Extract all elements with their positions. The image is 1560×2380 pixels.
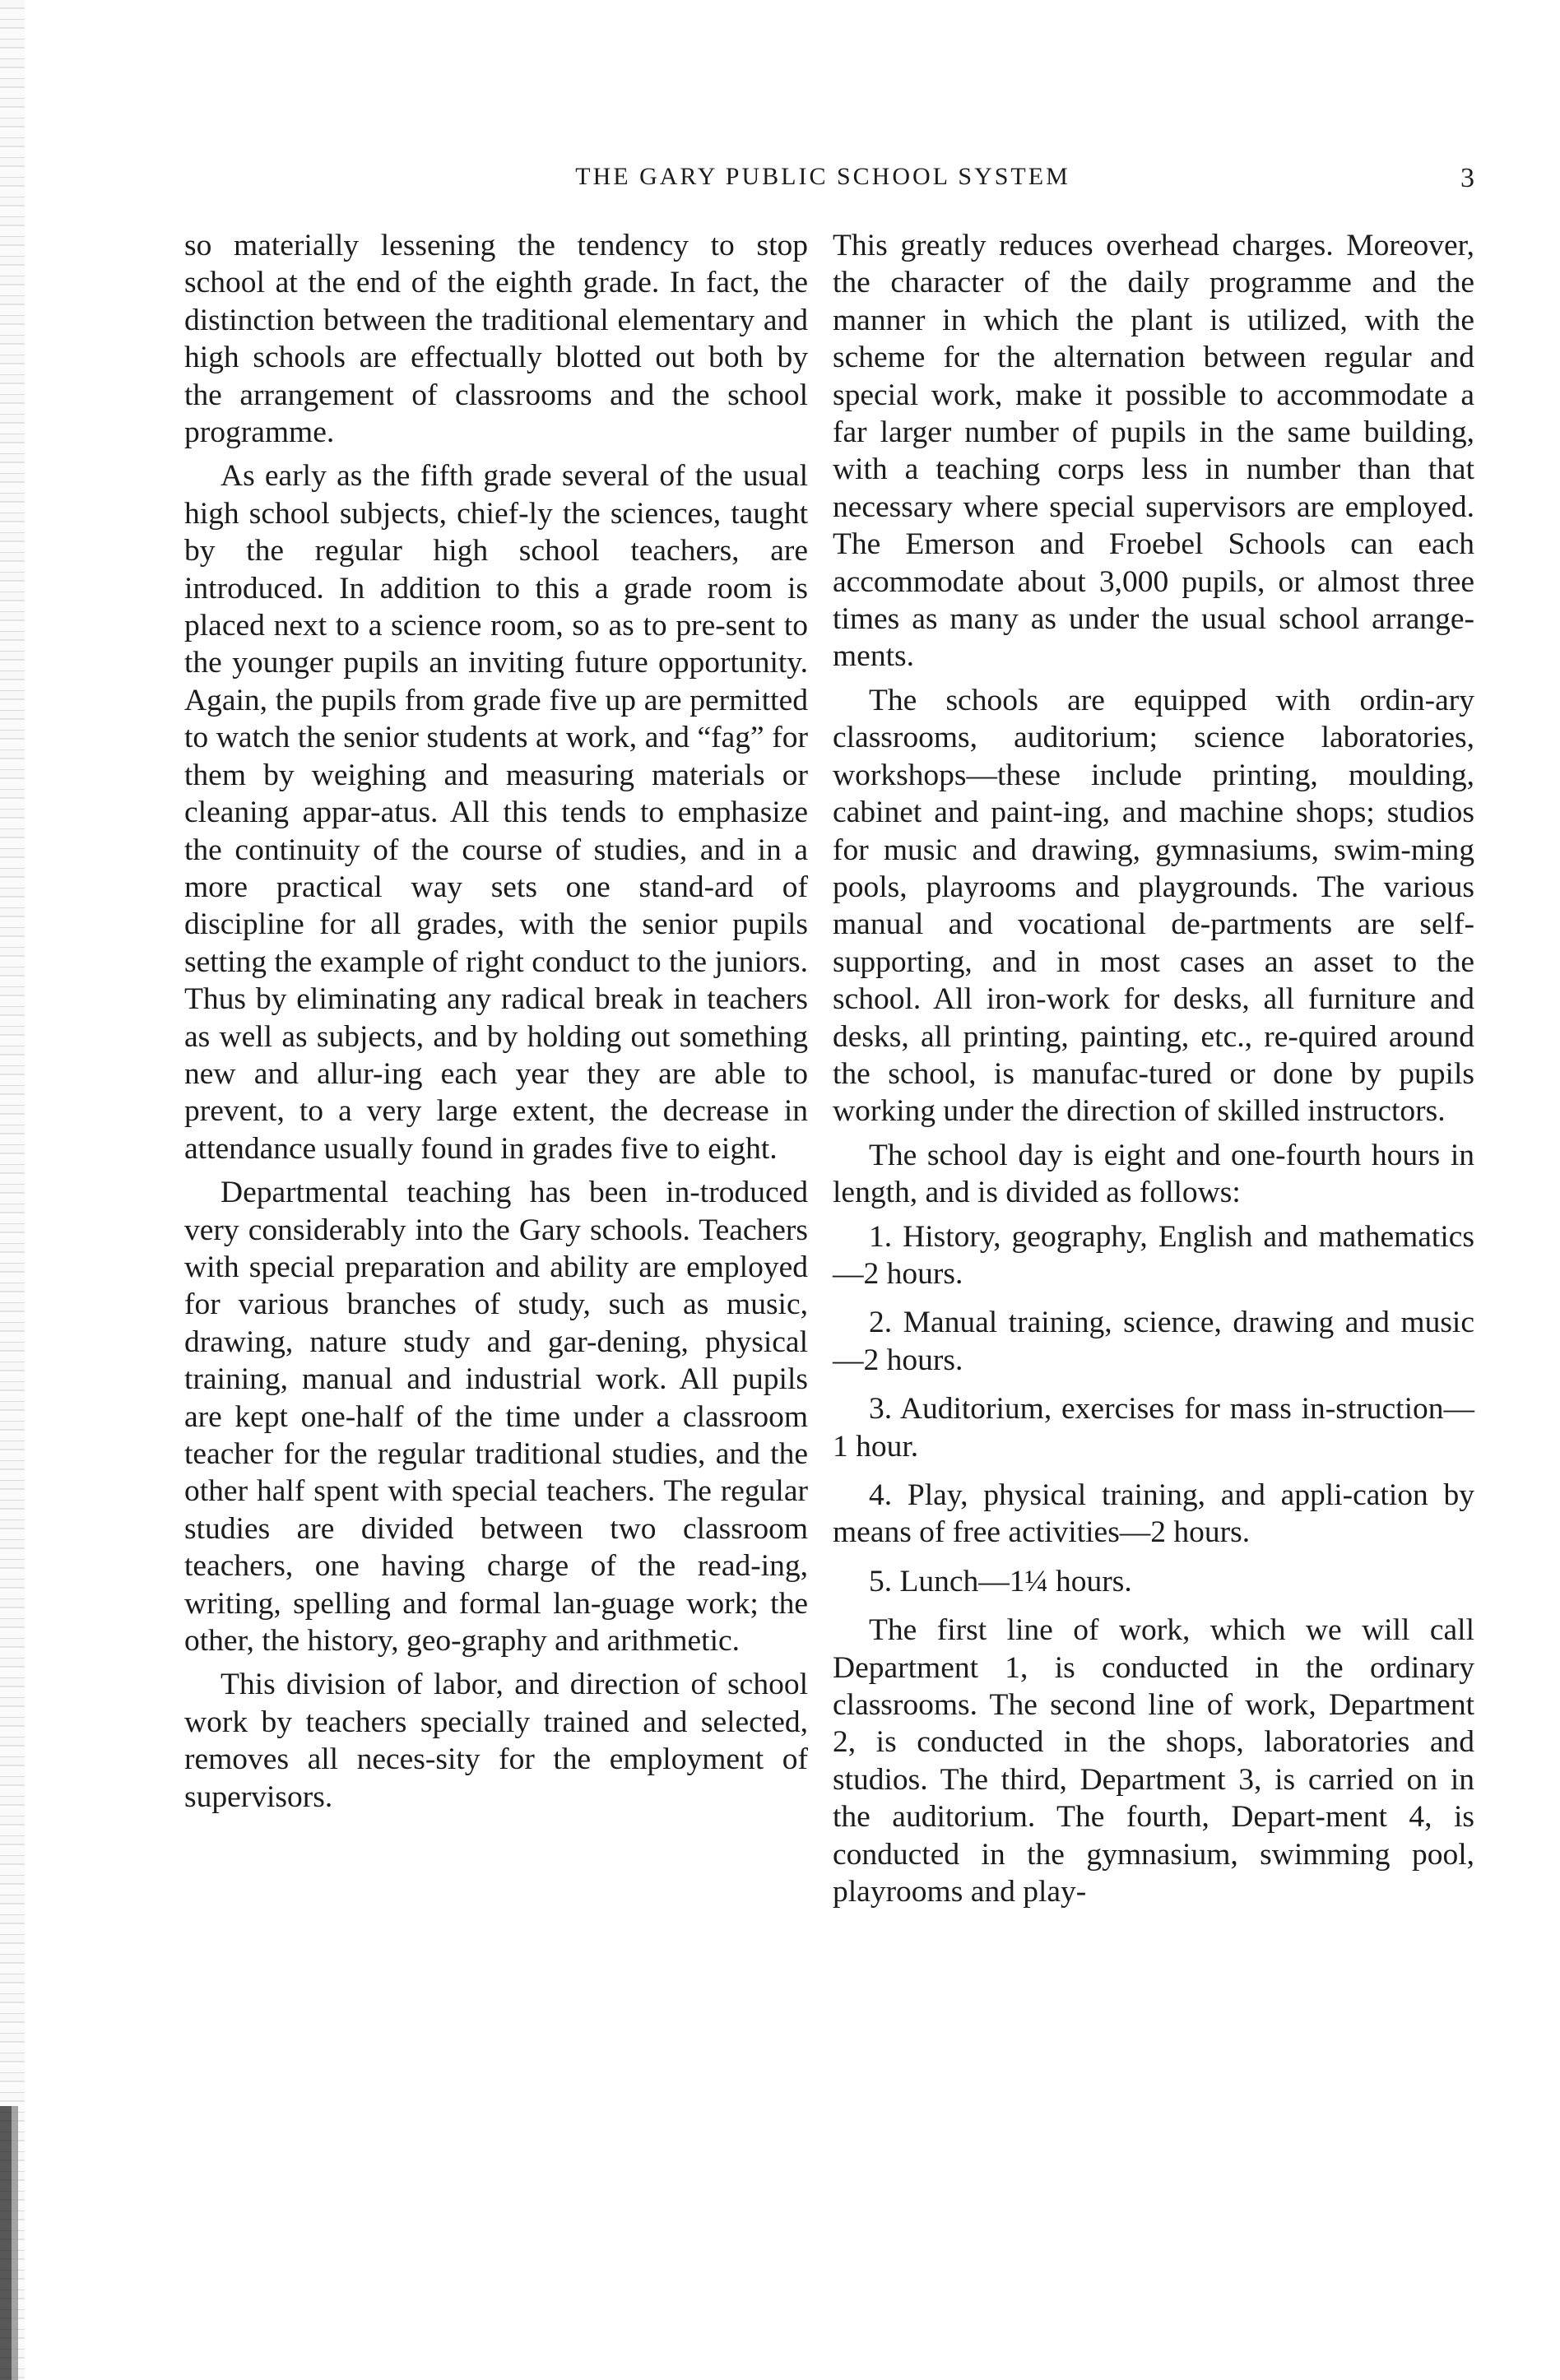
left-column	[184, 227, 808, 1822]
paragraph: The schools are equipped with ordin-ary classrooms, auditorium; science laboratories, workshops—these include printing, moulding, cabinet and paint-ing, and machine shops; studios for music and drawing, gymnasiums, swim-ming pools, playrooms and playgrounds. The various manual and vocational de-partments are self-supporting, and in most cases an asset to the school. All iron-work for desks, all furniture and desks, all printing, painting, etc., re-quired around the school, is manufac-tured or done by pupils working under the direction of skilled instructors.	[833, 683, 1474, 1129]
schedule-item: 3. Auditorium, exercises for mass in-struction—1 hour.	[833, 1392, 1474, 1464]
paragraph: The school day is eight and one-fourth hours in length, and is divided as follows:	[833, 1138, 1474, 1210]
schedule-list	[833, 1218, 1474, 1601]
scan-shadow	[0, 2106, 35, 2380]
running-head: THE GARY PUBLIC SCHOOL SYSTEM	[575, 163, 1070, 190]
paragraph: As early as the fifth grade several of the usual high school subjects, chief-ly the sciences, taught by the regular high school teachers, are introduced. In addition to this a grade room is placed next to a science room, so as to pre-sent to the younger pupils an inviting future opportunity. Again, the pupils from grade five up are permitted to watch the senior students at work, and “fag” for them by weighing and measuring materials or cleaning appar-atus. All this tends to emphasize the continuity of the course of studies, and in a more practical way sets one stand-ard of discipline for all grades, with the senior pupils setting the example of right conduct to the juniors. Thus by eliminating any radical break in teachers as well as subjects, and by holding out something new and allur-ing each year they are able to prevent, to a very large extent, the decrease in attendance usually found in grades five to eight.	[184, 459, 808, 1166]
schedule-item: 4. Play, physical training, and appli-cation by means of free activities—2 hours.	[833, 1478, 1474, 1550]
paragraph: The first line of work, which we will call Department 1, is conducted in the ordinary classrooms. The second line of work, Department 2, is conducted in the shops, laboratories and studios. The third, Department 3, is carried on in the auditorium. The fourth, Depart-ment 4, is conducted in the gymnasium, swimming pool, playrooms and play-	[833, 1613, 1474, 1909]
paragraph: Departmental teaching has been in-troduced very considerably into the Gary schools. Teachers with special preparation and ability are employed for various branches of study, such as music, drawing, nature study and gar-dening, physical training, manual and industrial work. All pupils are kept one-half of the time under a classroom teacher for the regular traditional studies, and the other half spent with special teachers. The regular studies are divided between two classroom teachers, one having charge of the read-ing, writing, spelling and formal lan-guage work; the other, the history, geo-graphy and arithmetic.	[184, 1176, 808, 1659]
scan-binding-edge	[0, 0, 25, 2380]
schedule-item: 1. History, geography, English and mathematics—2 hours.	[833, 1219, 1474, 1291]
right-column	[833, 227, 1474, 1917]
paragraph: This greatly reduces overhead charges. Moreover, the character of the daily programme and the manner in which the plant is utilized, with the scheme for the alternation between regular and special work, make it possible to accommodate a far larger number of pupils in the same building, with a teaching corps less in number than that necessary where special supervisors are employed. The Emerson and Froebel Schools can each accommodate about 3,000 pupils, or almost three times as many as under the usual school arrange-ments.	[833, 229, 1474, 674]
paragraph: This division of labor, and direction of school work by teachers specially trained and selected, removes all neces-sity for the employment of supervisors.	[184, 1668, 808, 1814]
page-number: 3	[1460, 163, 1474, 193]
schedule-item: 2. Manual training, science, drawing and music—2 hours.	[833, 1306, 1474, 1377]
paragraph: so materially lessening the tendency to stop school at the end of the eighth grade. In fact, the distinction between the traditional elementary and high schools are effectually blotted out both by the arrangement of classrooms and the school programme.	[184, 229, 808, 450]
schedule-item: 5. Lunch—1¼ hours.	[869, 1564, 1132, 1598]
